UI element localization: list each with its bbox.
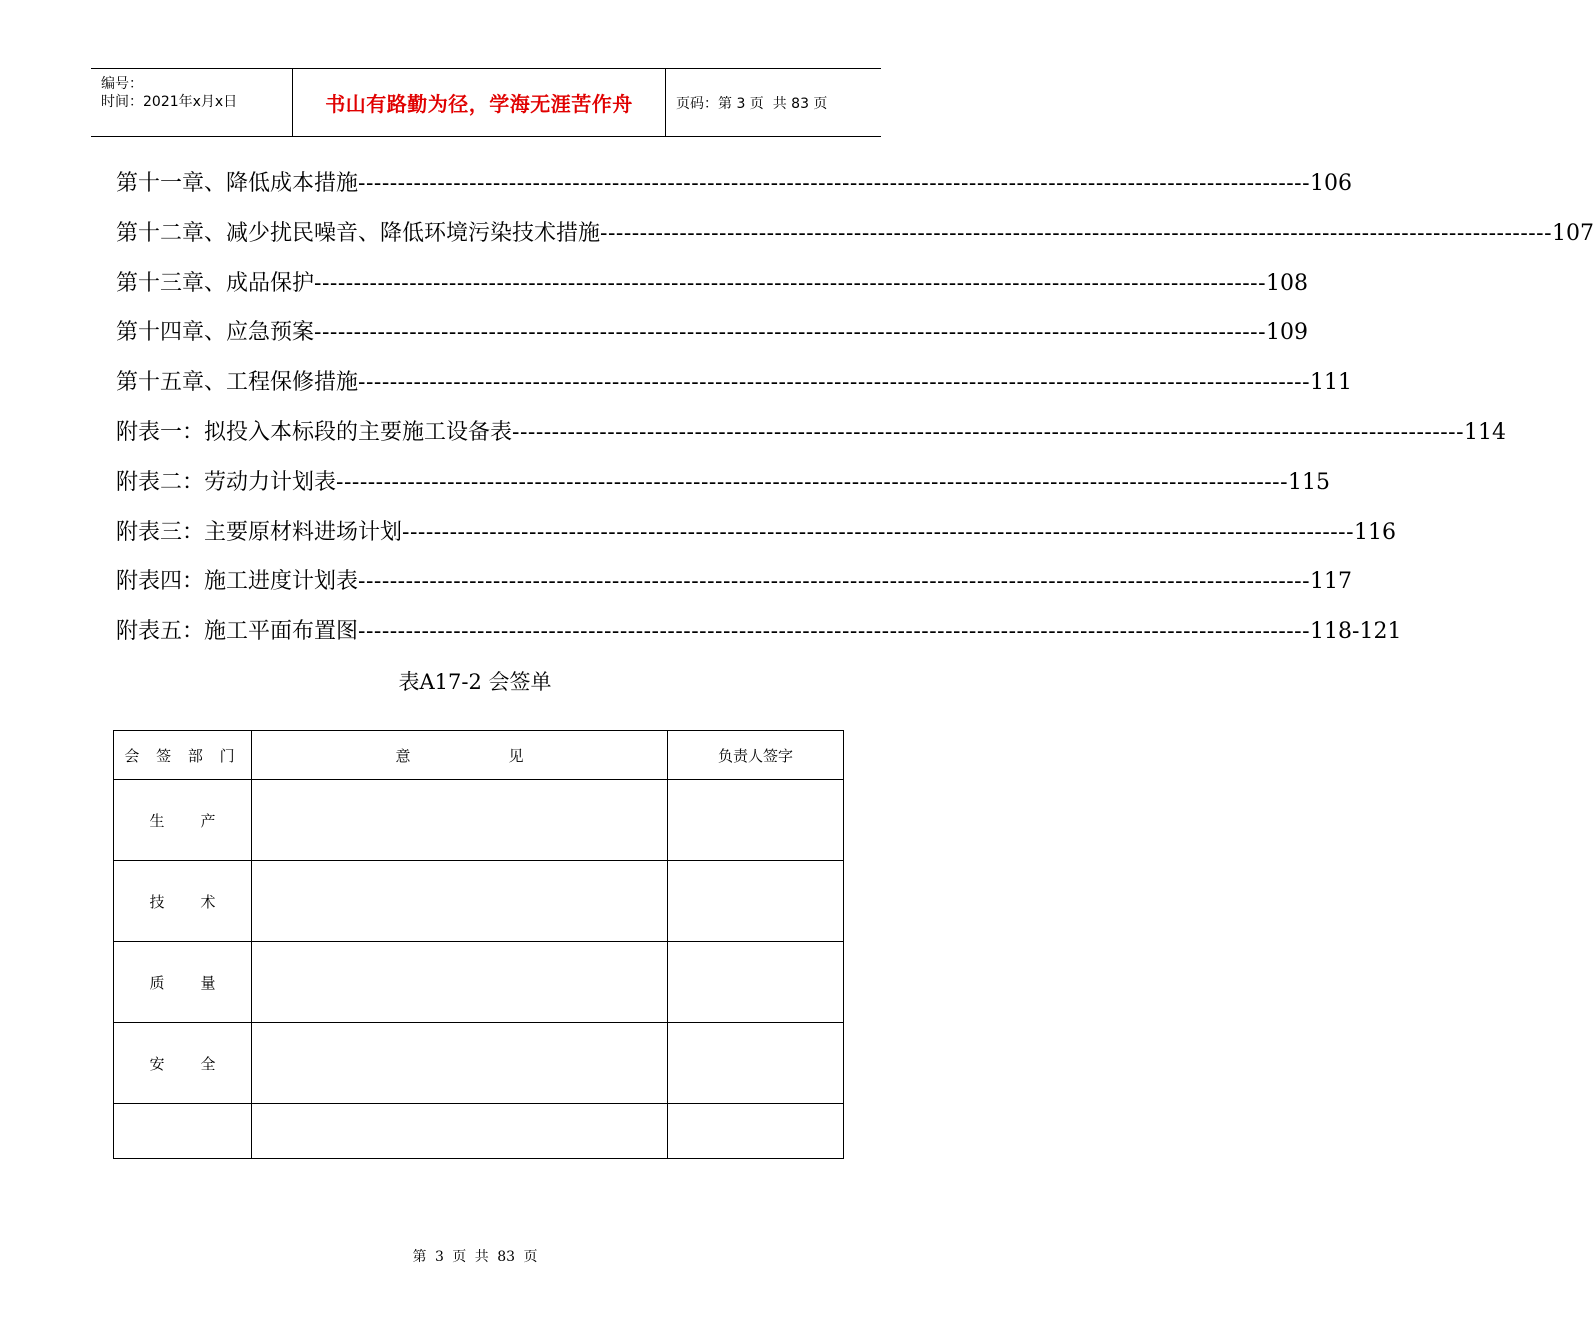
toc-entry[interactable]	[116, 417, 1507, 467]
department-cell	[114, 861, 252, 942]
header-opinion-a: 意	[395, 746, 411, 765]
toc-title: 附表二：劳动力计划表	[116, 469, 337, 495]
toc-page: 109	[1266, 320, 1309, 346]
toc-title: 附表三：主要原材料进场计划	[116, 519, 403, 545]
department-char: 技	[149, 892, 165, 911]
opinion-cell[interactable]	[252, 861, 668, 942]
header-opinion-b: 见	[508, 746, 524, 765]
toc-entry[interactable]	[116, 616, 1402, 666]
department-cell	[114, 780, 252, 861]
motto-text: 书山有路勤为径，学海无涯苦作舟	[325, 92, 633, 116]
toc-page: 116	[1354, 519, 1397, 545]
toc-title: 第十一章、降低成本措施	[116, 171, 359, 196]
toc-page: 106	[1310, 171, 1353, 196]
page-code: 页码：第 3 页 共 83 页	[676, 95, 828, 112]
toc-page: 111	[1310, 370, 1353, 396]
toc-entry[interactable]	[116, 317, 1309, 367]
toc-entry[interactable]	[116, 566, 1353, 616]
toc-entry[interactable]	[116, 268, 1309, 318]
signature-cell[interactable]	[668, 1104, 844, 1159]
toc-page: 114	[1464, 419, 1507, 445]
opinion-cell[interactable]	[252, 942, 668, 1023]
toc-leader: ------------------------------------------------------------------------------------------------------------------------	[600, 220, 1553, 246]
toc-leader: ------------------------------------------------------------------------------------------------------------------------	[336, 469, 1289, 495]
toc-title: 第十五章、工程保修措施	[116, 370, 359, 396]
toc-leader: ------------------------------------------------------------------------------------------------------------------------	[512, 419, 1465, 445]
opinion-cell[interactable]	[252, 1023, 668, 1104]
toc-title: 第十四章、应急预案	[116, 320, 315, 346]
toc-leader: ------------------------------------------------------------------------------------------------------------------------	[358, 171, 1311, 196]
toc-leader: ------------------------------------------------------------------------------------------------------------------------	[314, 320, 1267, 346]
toc-entry[interactable]	[116, 467, 1331, 517]
signature-cell[interactable]	[668, 1023, 844, 1104]
department-char: 质	[149, 973, 165, 992]
toc-leader: ------------------------------------------------------------------------------------------------------------------------	[314, 270, 1267, 296]
header-motto	[293, 69, 666, 136]
department-cell	[114, 942, 252, 1023]
department-char: 产	[200, 811, 216, 830]
signature-cell[interactable]	[668, 942, 844, 1023]
table-row	[114, 861, 844, 942]
department-cell[interactable]	[114, 1104, 252, 1159]
toc-page: 115	[1288, 469, 1331, 495]
header-meta	[91, 69, 293, 136]
department-cell	[114, 1023, 252, 1104]
header-department-text: 会 签 部 门	[124, 746, 241, 765]
toc-entry[interactable]	[116, 168, 1353, 218]
toc-page: 117	[1310, 569, 1353, 595]
department-char: 全	[200, 1054, 216, 1073]
header-signature: 负责人签字	[668, 731, 844, 780]
toc-leader: ------------------------------------------------------------------------------------------------------------------------	[402, 519, 1355, 545]
table-caption: 表A17-2 会签单	[398, 670, 552, 694]
signoff-table	[113, 730, 844, 1159]
toc-entry[interactable]	[116, 517, 1397, 567]
time-label: 时间：2021年x月x日	[101, 94, 238, 110]
header-department	[114, 731, 252, 780]
toc-page: 108	[1266, 270, 1309, 296]
table-of-contents	[116, 168, 1594, 666]
table-row	[114, 942, 844, 1023]
toc-leader: ------------------------------------------------------------------------------------------------------------------------	[358, 619, 1311, 645]
header-opinion	[252, 731, 668, 780]
opinion-cell[interactable]	[252, 780, 668, 861]
signature-cell[interactable]	[668, 780, 844, 861]
opinion-cell[interactable]	[252, 1104, 668, 1159]
toc-title: 第十三章、成品保护	[116, 270, 315, 296]
toc-leader: ------------------------------------------------------------------------------------------------------------------------	[358, 370, 1311, 396]
signature-cell[interactable]	[668, 861, 844, 942]
toc-title: 附表五：施工平面布置图	[116, 619, 359, 645]
number-label: 编号：	[101, 76, 143, 92]
table-row	[114, 1104, 844, 1159]
toc-entry[interactable]	[116, 218, 1594, 268]
page-header	[91, 68, 881, 137]
toc-title: 附表一：拟投入本标段的主要施工设备表	[116, 419, 513, 445]
department-char: 术	[200, 892, 216, 911]
toc-page: 107	[1552, 220, 1594, 246]
department-char: 生	[149, 811, 165, 830]
department-char: 安	[149, 1054, 165, 1073]
page-footer: 第 3 页 共 83 页	[412, 1249, 538, 1265]
toc-title: 附表四：施工进度计划表	[116, 569, 359, 595]
department-char: 量	[200, 973, 216, 992]
toc-leader: ------------------------------------------------------------------------------------------------------------------------	[358, 569, 1311, 595]
toc-title: 第十二章、减少扰民噪音、降低环境污染技术措施	[116, 220, 601, 246]
toc-page: 118-121	[1310, 619, 1402, 645]
table-row	[114, 780, 844, 861]
toc-entry[interactable]	[116, 367, 1353, 417]
table-header-row	[114, 731, 844, 780]
table-row	[114, 1023, 844, 1104]
